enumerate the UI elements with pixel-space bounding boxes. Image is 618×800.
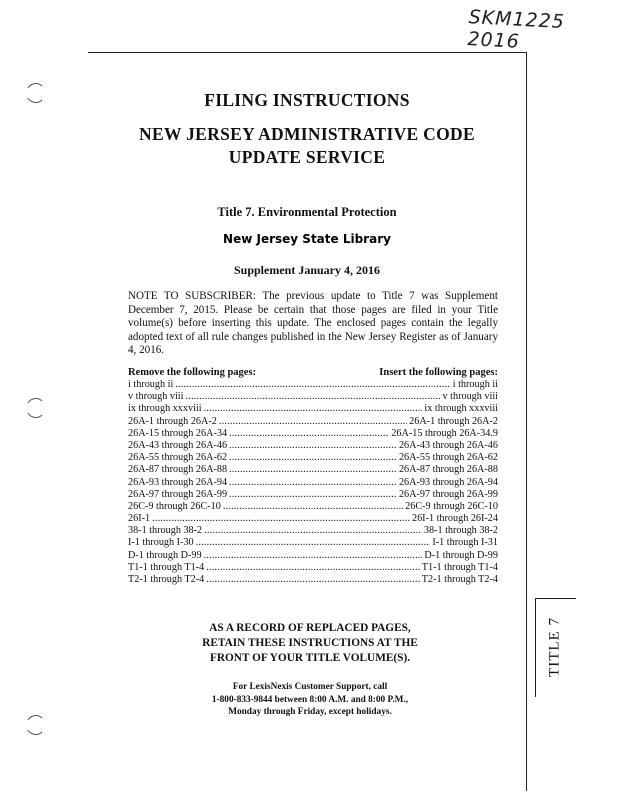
list-item bbox=[128, 452, 498, 464]
insert-range: 26C-9 through 26C-10 bbox=[405, 500, 498, 512]
list-item bbox=[128, 403, 498, 415]
insert-range: 26A-93 through 26A-94 bbox=[398, 476, 498, 488]
remove-range: 26A-55 through 26A-62 bbox=[128, 452, 228, 464]
insert-range: i through ii bbox=[452, 379, 498, 390]
remove-range: v through viii bbox=[128, 391, 184, 403]
remove-range: 26I-1 bbox=[128, 513, 151, 525]
list-item bbox=[128, 391, 498, 403]
title-tab-label: TITLE 7 bbox=[546, 617, 563, 677]
punch-hole-icon bbox=[22, 80, 48, 106]
document-title-line-3: UPDATE SERVICE bbox=[228, 147, 386, 167]
record-notice bbox=[150, 621, 470, 665]
handwritten-note: SKM1225 2016 bbox=[466, 6, 566, 53]
list-item bbox=[128, 464, 498, 476]
insert-range: 26I-1 through 26I-24 bbox=[411, 513, 498, 525]
list-item bbox=[128, 440, 498, 452]
remove-range: T2-1 through T2-4 bbox=[128, 574, 205, 585]
remove-range: 26A-97 through 26A-99 bbox=[128, 488, 228, 500]
insert-range: T2-1 through T2-4 bbox=[421, 574, 498, 585]
insert-range: 26A-43 through 26A-46 bbox=[398, 439, 498, 451]
library-stamp: New Jersey State Library bbox=[223, 232, 391, 246]
insert-header: Insert the following pages: bbox=[379, 367, 498, 378]
insert-range: ix through xxxviii bbox=[424, 403, 498, 415]
remove-range: 26A-87 through 26A-88 bbox=[128, 464, 228, 476]
list-item bbox=[128, 379, 498, 391]
insert-range: 26A-15 through 26A-34.9 bbox=[391, 427, 498, 439]
punch-hole-icon bbox=[22, 712, 48, 738]
list-item bbox=[128, 562, 498, 574]
document-title: FILING INSTRUCTIONS bbox=[204, 90, 410, 110]
list-item bbox=[128, 513, 498, 525]
insert-range: T1-1 through T1-4 bbox=[421, 561, 498, 573]
list-item bbox=[128, 574, 498, 586]
remove-range: I-1 through I-30 bbox=[128, 537, 194, 549]
record-line: AS A RECORD OF REPLACED PAGES, bbox=[209, 622, 411, 634]
insert-range: 26A-1 through 26A-2 bbox=[409, 415, 498, 427]
insert-range: 38-1 through 38-2 bbox=[423, 525, 498, 537]
insert-range: 26A-97 through 26A-99 bbox=[398, 488, 498, 500]
list-item bbox=[128, 489, 498, 501]
supplement-date: Supplement January 4, 2016 bbox=[233, 263, 381, 277]
remove-range: i through ii bbox=[128, 379, 174, 390]
remove-header: Remove the following pages: bbox=[128, 367, 257, 378]
support-line: 1-800-833-9844 between 8:00 A.M. and 8:00 P.M., bbox=[211, 694, 409, 705]
record-line: RETAIN THESE INSTRUCTIONS AT THE bbox=[202, 636, 418, 649]
remove-range: D-1 through D-99 bbox=[128, 549, 202, 561]
list-item bbox=[128, 477, 498, 489]
insert-range: D-1 through D-99 bbox=[424, 549, 498, 561]
remove-range: ix through xxxviii bbox=[128, 403, 202, 415]
remove-range: 26A-15 through 26A-34 bbox=[128, 427, 228, 439]
list-item bbox=[128, 416, 498, 428]
note-to-subscriber: NOTE TO SUBSCRIBER: The previous update to Title 7 was Supplement December 7, 2015. Please be certain that those pages are filed in your Title volume(s) before inserting this update. The enclosed pages contain the legally adopted text of all rule changes published in the New Jersey Register as of January 4, 2016. bbox=[128, 290, 498, 357]
page-list bbox=[128, 379, 498, 586]
remove-range: 26A-1 through 26A-2 bbox=[128, 415, 217, 427]
document-title-line-2: NEW JERSEY ADMINISTRATIVE CODE bbox=[139, 124, 475, 144]
list-item bbox=[128, 550, 498, 562]
insert-range: 26A-55 through 26A-62 bbox=[398, 452, 498, 464]
support-line: Monday through Friday, except holidays. bbox=[228, 707, 392, 718]
insert-range: I-1 through I-31 bbox=[432, 537, 498, 549]
remove-range: T1-1 through T1-4 bbox=[128, 561, 205, 573]
customer-support bbox=[150, 681, 470, 719]
support-line: For LexisNexis Customer Support, call bbox=[232, 682, 388, 692]
remove-range: 26C-9 through 26C-10 bbox=[128, 500, 221, 512]
remove-range: 26A-43 through 26A-46 bbox=[128, 439, 228, 451]
remove-range: 26A-93 through 26A-94 bbox=[128, 476, 228, 488]
record-line: FRONT OF YOUR TITLE VOLUME(S). bbox=[209, 651, 411, 664]
list-item bbox=[128, 525, 498, 537]
list-item bbox=[128, 428, 498, 440]
remove-range: 38-1 through 38-2 bbox=[128, 525, 203, 537]
punch-hole-icon bbox=[22, 395, 48, 421]
title-subject: Title 7. Environmental Protection bbox=[217, 205, 397, 219]
list-item bbox=[128, 537, 498, 549]
list-item bbox=[128, 501, 498, 513]
insert-range: v through viii bbox=[442, 391, 498, 403]
insert-range: 26A-87 through 26A-88 bbox=[398, 464, 498, 476]
